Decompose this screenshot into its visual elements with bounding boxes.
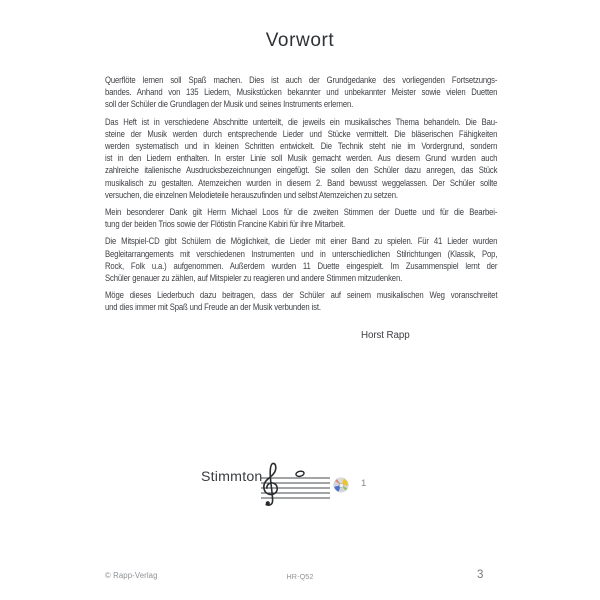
text-line: Die Mitspiel-CD gibt Schülern die Möglichkeit, die Lieder mit einer Band zu spielen. Für 41 Lieder wurden — [105, 236, 498, 247]
text-line: tung der beiden Trios sowie der Flötistin Francine Kabiri für ihre Mitarbeit. — [105, 219, 346, 230]
text-line: ist in den Liedern enthalten. In erster Linie soll Musik gemacht werden. Aus diesem Grund wurden auch — [105, 153, 498, 164]
cd-icon — [334, 478, 348, 492]
catalog-number: HR-Q52 — [286, 572, 314, 581]
author-signature: Horst Rapp — [361, 330, 410, 341]
text-line: bandes. Anhand von 135 Liedern, Musikstücken bekannter und unbekannter Meister sowie vielen Duetten — [105, 87, 498, 98]
page-title: Vorwort — [265, 30, 335, 51]
text-line: Querflöte lernen soll Spaß machen. Dies ist auch der Grundgedanke des vorliegenden Fortsetzungs- — [105, 75, 498, 85]
tuning-note-label: Stimmton — [201, 469, 263, 485]
page-number: 3 — [477, 569, 484, 581]
paragraph — [105, 74, 497, 111]
text-line: Das Heft ist in verschiedene Abschnitte unterteilt, die jeweils ein musikalisches Thema behandeln. Die Bau- — [105, 116, 498, 127]
music-staff — [258, 460, 334, 512]
text-line: versuchen, die einzelnen Melodieteile herauszufinden und selbst Atemzeichen zu setzen. — [105, 189, 398, 200]
text-line: und dies immer mit Spaß und Freude an der Musik verbunden ist. — [105, 302, 321, 313]
text-line: steine der Musik werden durch entsprechende Lieder und Stücke vermittelt. Die bläserischen Fähigkeiten — [105, 128, 498, 139]
treble-clef-icon — [264, 463, 277, 505]
whole-note-icon — [295, 471, 304, 478]
preface-text — [105, 74, 497, 314]
paragraph — [105, 116, 497, 201]
text-line: Möge dieses Liederbuch dazu beitragen, dass der Schüler auf seinem musikalischen Weg voranschreitet — [105, 290, 498, 301]
copyright-text: © Rapp-Verlag — [105, 571, 158, 580]
text-line: musikalisch zu gestalten. Atemzeichen wurden in diesem 2. Band bewusst weggelassen. Der Schüler sollte — [105, 177, 498, 188]
text-line: zahlreiche italienische Ausdrucksbezeichnungen eingefügt. Sie sollen den Schüler dazu anregen, das Stück — [105, 165, 498, 176]
text-line: soll der Schüler die Grundlagen der Musik und seines Instruments erlernen. — [105, 99, 354, 110]
paragraph — [105, 235, 497, 284]
text-line: werden systematisch und in kleinen Schritten entwickelt. Die Technik steht nie im Vordergrund, sondern — [105, 141, 498, 152]
paragraph — [105, 289, 497, 313]
paragraph — [105, 206, 497, 230]
text-line: Rock, Folk u.a.) aufgenommen. Außerdem wurden 11 Duette eingespielt. Im Zusammenspiel lernt der — [105, 260, 498, 271]
cd-track-number: 1 — [361, 478, 367, 489]
text-line: Begleitarrangements mit verschiedenen Instrumenten und in unterschiedlichen Stilrichtungen (Klassik, Pop, — [105, 248, 498, 259]
text-line: Mein besonderer Dank gilt Herrn Michael Loos für die zweiten Stimmen der Duette und für die Bearbei- — [105, 207, 498, 218]
text-line: Schüler genauer zu zählen, auf Mitspieler zu reagieren und andere Stimmen mitzudenken. — [105, 273, 403, 284]
